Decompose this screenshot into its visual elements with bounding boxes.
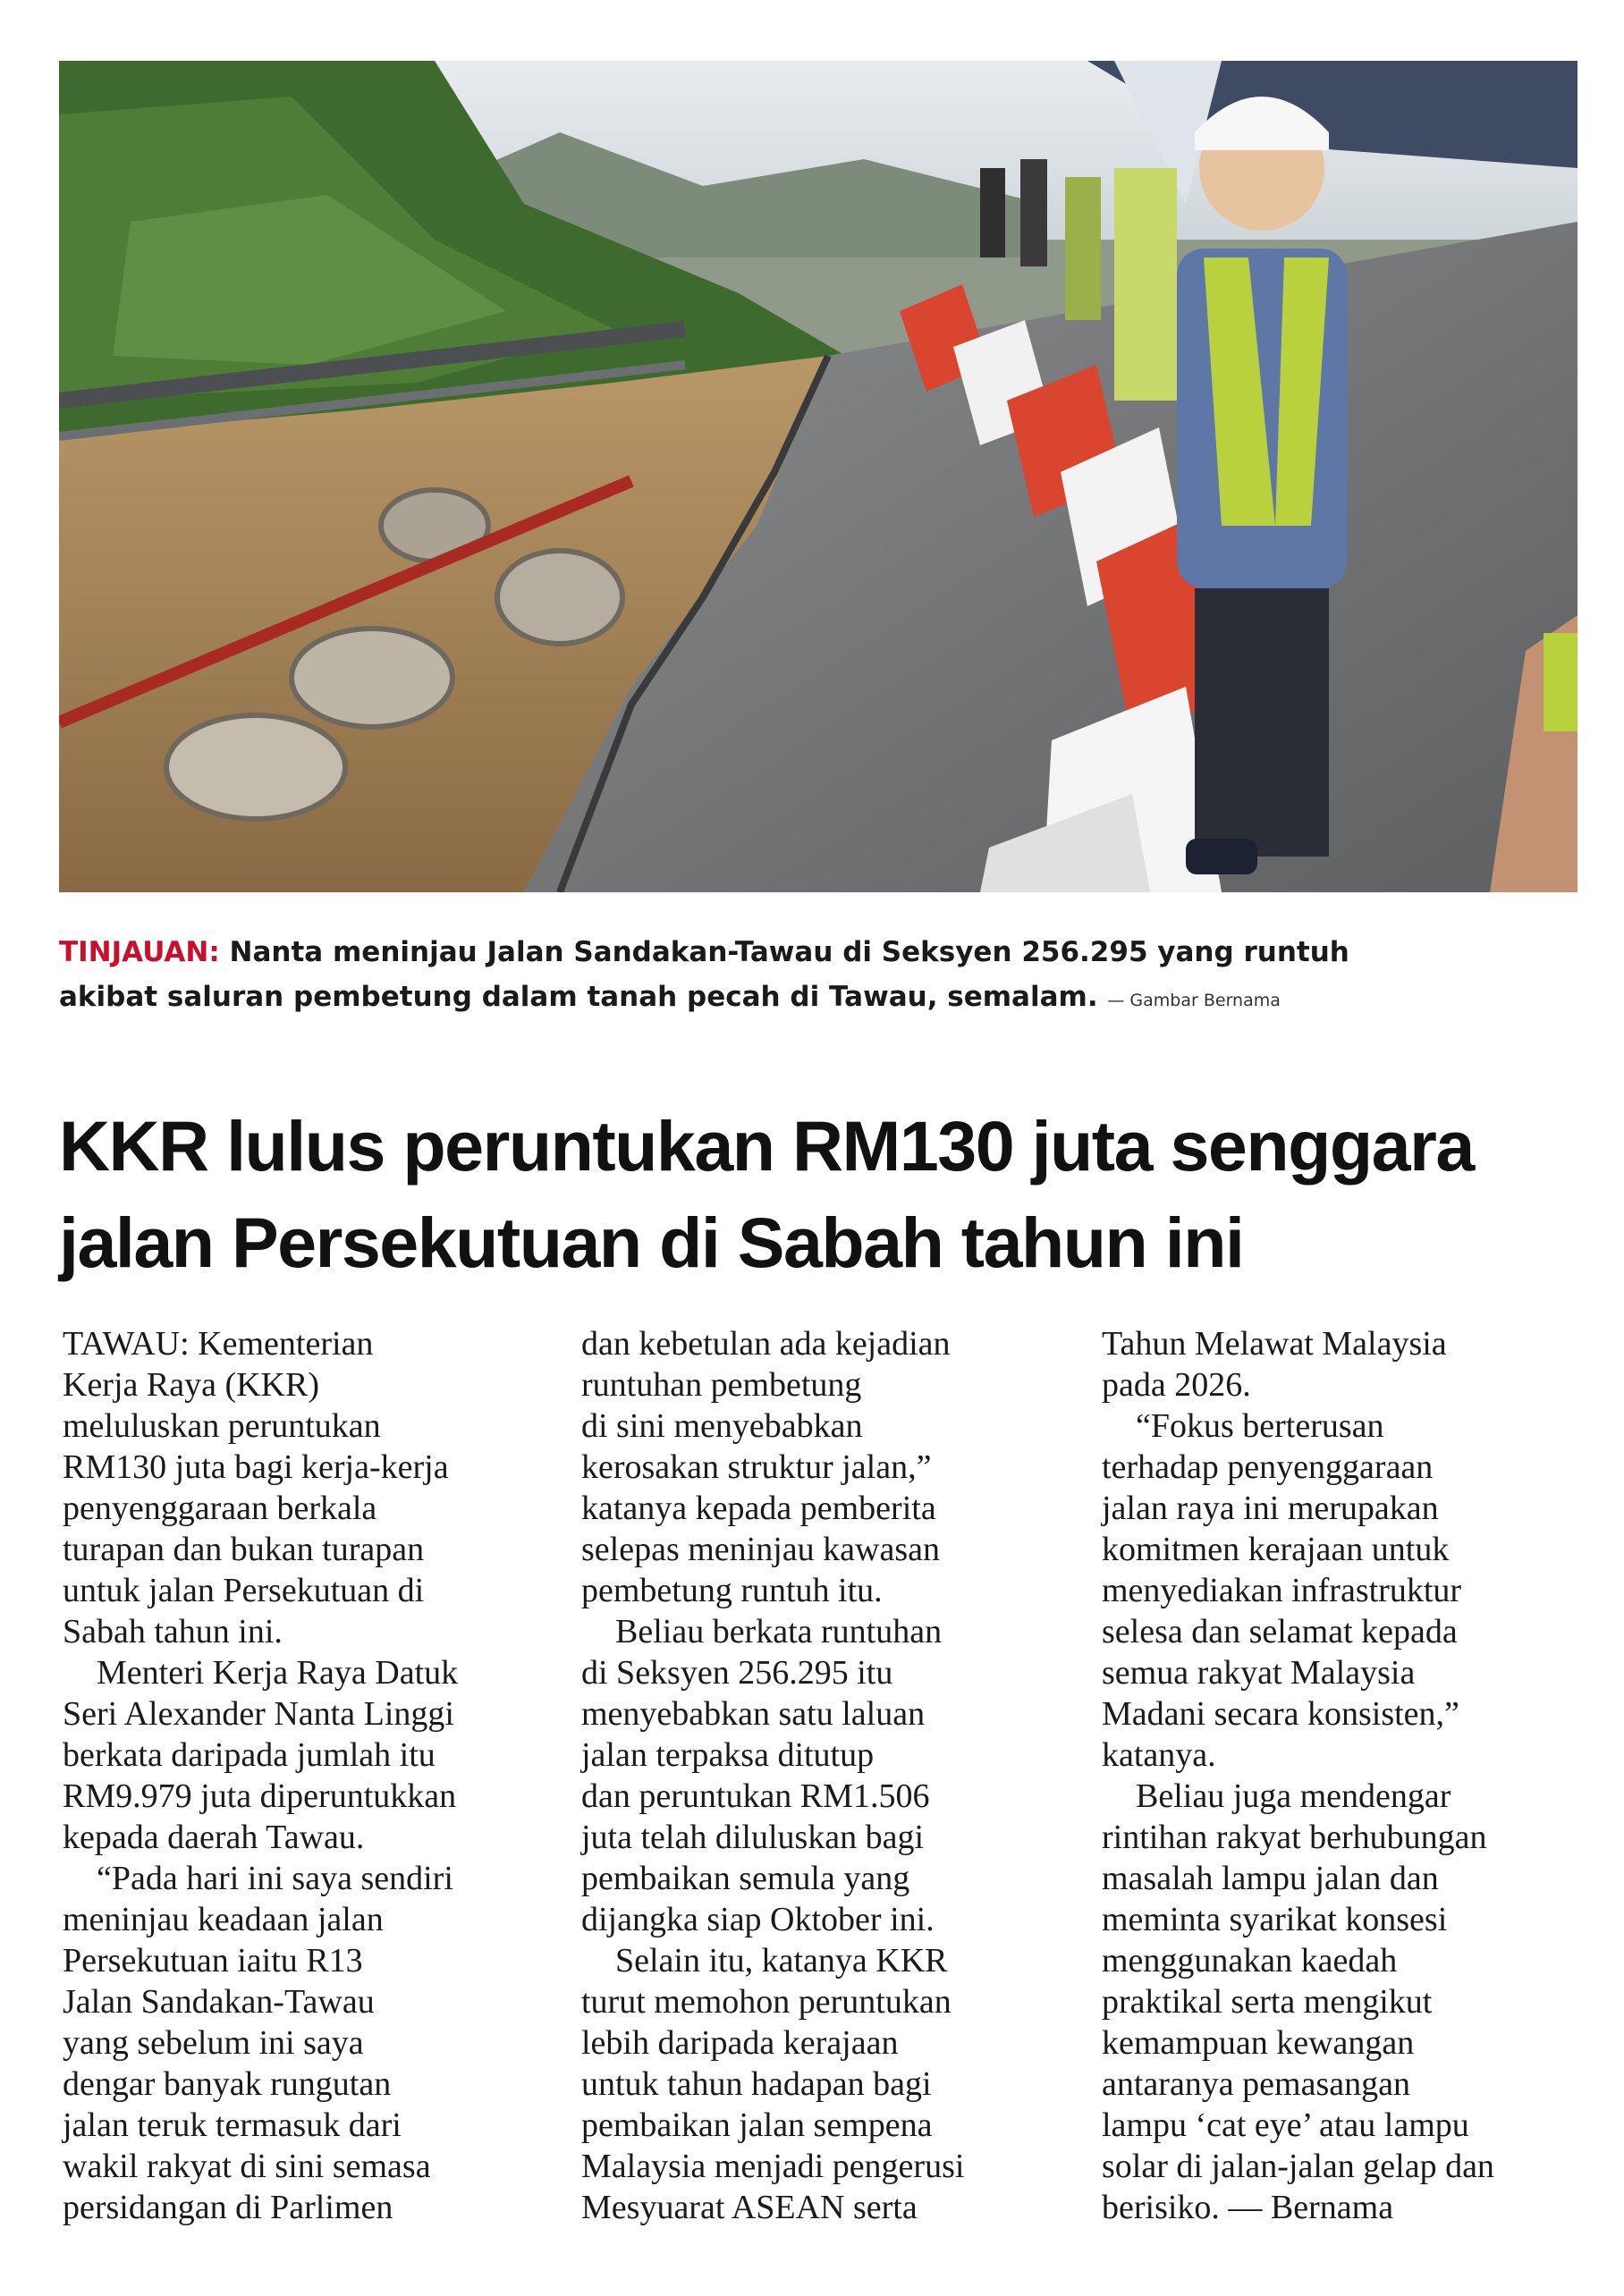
caption-credit: — Gambar Bernama bbox=[1107, 991, 1281, 1010]
article-line: kemampuan kewangan bbox=[1102, 2024, 1415, 2062]
article-line: untuk tahun hadapan bagi bbox=[581, 2065, 932, 2103]
article-line: juta telah diluluskan bagi bbox=[581, 1819, 925, 1856]
article-line: persidangan di Parlimen bbox=[63, 2189, 393, 2226]
article-line: selepas meninjau kawasan bbox=[581, 1531, 940, 1568]
article-line: meninjau keadaan jalan bbox=[63, 1901, 384, 1938]
article-line: pembetung runtuh itu. bbox=[581, 1572, 883, 1609]
caption-text-2: akibat saluran pembetung dalam tanah pecah di Tawau, semalam. bbox=[59, 981, 1098, 1013]
article-line: runtuhan pembetung bbox=[581, 1366, 862, 1404]
article-line: berkata daripada jumlah itu bbox=[63, 1736, 436, 1774]
headline bbox=[59, 1098, 1597, 1291]
article-line: penyenggaraan berkala bbox=[63, 1490, 377, 1527]
caption-line-2 bbox=[59, 975, 1577, 1023]
photo-caption bbox=[59, 930, 1577, 1023]
article-line: masalah lampu jalan dan bbox=[1102, 1860, 1439, 1897]
article-line: meluluskan peruntukan bbox=[63, 1407, 381, 1445]
article-line: turapan dan bukan turapan bbox=[63, 1531, 425, 1568]
caption-text-1: Nanta meninjau Jalan Sandakan-Tawau di Seksyen 256.295 yang runtuh bbox=[229, 936, 1349, 968]
article-line: solar di jalan-jalan gelap dan bbox=[1102, 2148, 1494, 2185]
article-line: wakil rakyat di sini semasa bbox=[63, 2148, 431, 2185]
article-column-1 bbox=[63, 1323, 458, 2228]
caption-label: TINJAUAN: bbox=[59, 936, 220, 968]
headline-line-2: jalan Persekutuan di Sabah tahun ini bbox=[59, 1203, 1244, 1282]
photo-illustration bbox=[59, 61, 1577, 892]
article-line: “Fokus berterusan bbox=[1136, 1407, 1384, 1445]
article-line: pembaikan semula yang bbox=[581, 1860, 910, 1897]
article-line: di Seksyen 256.295 itu bbox=[581, 1654, 893, 1692]
article-line: dengar banyak rungutan bbox=[63, 2065, 392, 2103]
article-line: lebih daripada kerajaan bbox=[581, 2024, 899, 2062]
article-line: “Pada hari ini saya sendiri bbox=[97, 1860, 453, 1897]
article-line: Tahun Melawat Malaysia bbox=[1102, 1325, 1447, 1363]
article-line: Madani secara konsisten,” bbox=[1102, 1695, 1459, 1733]
news-photo bbox=[59, 61, 1577, 892]
article-line: dan peruntukan RM1.506 bbox=[581, 1777, 930, 1815]
article-line: Selain itu, katanya KKR bbox=[615, 1942, 948, 1979]
article-line: Kerja Raya (KKR) bbox=[63, 1366, 320, 1404]
article-line: Mesyuarat ASEAN serta bbox=[581, 2189, 918, 2226]
article-line: jalan terpaksa ditutup bbox=[581, 1736, 875, 1774]
article-line: turut memohon peruntukan bbox=[581, 1983, 952, 2021]
article-line: Jalan Sandakan-Tawau bbox=[63, 1983, 375, 2021]
article-line: Malaysia menjadi pengerusi bbox=[581, 2148, 965, 2185]
article-line: RM9.979 juta diperuntukkan bbox=[63, 1777, 457, 1815]
headline-line-1: KKR lulus peruntukan RM130 juta senggara bbox=[59, 1106, 1474, 1186]
article-line: kerosakan struktur jalan,” bbox=[581, 1448, 932, 1486]
article-line: yang sebelum ini saya bbox=[63, 2024, 364, 2062]
article-line: TAWAU: Kementerian bbox=[63, 1325, 374, 1363]
article-line: Sabah tahun ini. bbox=[63, 1613, 283, 1650]
caption-line-1 bbox=[59, 930, 1577, 975]
article-line: Persekutuan iaitu R13 bbox=[63, 1942, 363, 1979]
article-line: selesa dan selamat kepada bbox=[1102, 1613, 1458, 1650]
article-line: jalan raya ini merupakan bbox=[1102, 1490, 1439, 1527]
article-column-2 bbox=[581, 1323, 964, 2228]
article-line: berisiko. — Bernama bbox=[1102, 2189, 1394, 2226]
article-line: menyebabkan satu laluan bbox=[581, 1695, 926, 1733]
article-line: di sini menyebabkan bbox=[581, 1407, 863, 1445]
article-line: untuk jalan Persekutuan di bbox=[63, 1572, 425, 1609]
article-line: Seri Alexander Nanta Linggi bbox=[63, 1695, 454, 1733]
article-line: Beliau juga mendengar bbox=[1136, 1777, 1451, 1815]
article-line: menyediakan infrastruktur bbox=[1102, 1572, 1462, 1609]
article-line: RM130 juta bagi kerja-kerja bbox=[63, 1448, 449, 1486]
article-line: semua rakyat Malaysia bbox=[1102, 1654, 1416, 1692]
article-line: meminta syarikat konsesi bbox=[1102, 1901, 1448, 1938]
article-line: terhadap penyenggaraan bbox=[1102, 1448, 1434, 1486]
article-line: antaranya pemasangan bbox=[1102, 2065, 1410, 2103]
article-line: Beliau berkata runtuhan bbox=[615, 1613, 943, 1650]
article-line: jalan teruk termasuk dari bbox=[63, 2106, 402, 2144]
article-line: menggunakan kaedah bbox=[1102, 1942, 1398, 1979]
article-line: rintihan rakyat berhubungan bbox=[1102, 1819, 1487, 1856]
article-line: lampu ‘cat eye’ atau lampu bbox=[1102, 2106, 1469, 2144]
article-line: dan kebetulan ada kejadian bbox=[581, 1325, 951, 1363]
article-line: praktikal serta mengikut bbox=[1102, 1983, 1433, 2021]
article-line: pembaikan jalan sempena bbox=[581, 2106, 933, 2144]
article-line: Menteri Kerja Raya Datuk bbox=[97, 1654, 459, 1692]
article-line: katanya kepada pemberita bbox=[581, 1490, 936, 1527]
article-line: dijangka siap Oktober ini. bbox=[581, 1901, 935, 1938]
article-line: katanya. bbox=[1102, 1736, 1216, 1774]
article-line: komitmen kerajaan untuk bbox=[1102, 1531, 1450, 1568]
article-line: pada 2026. bbox=[1102, 1366, 1251, 1404]
article-line: kepada daerah Tawau. bbox=[63, 1819, 365, 1856]
article-column-3 bbox=[1102, 1323, 1494, 2228]
